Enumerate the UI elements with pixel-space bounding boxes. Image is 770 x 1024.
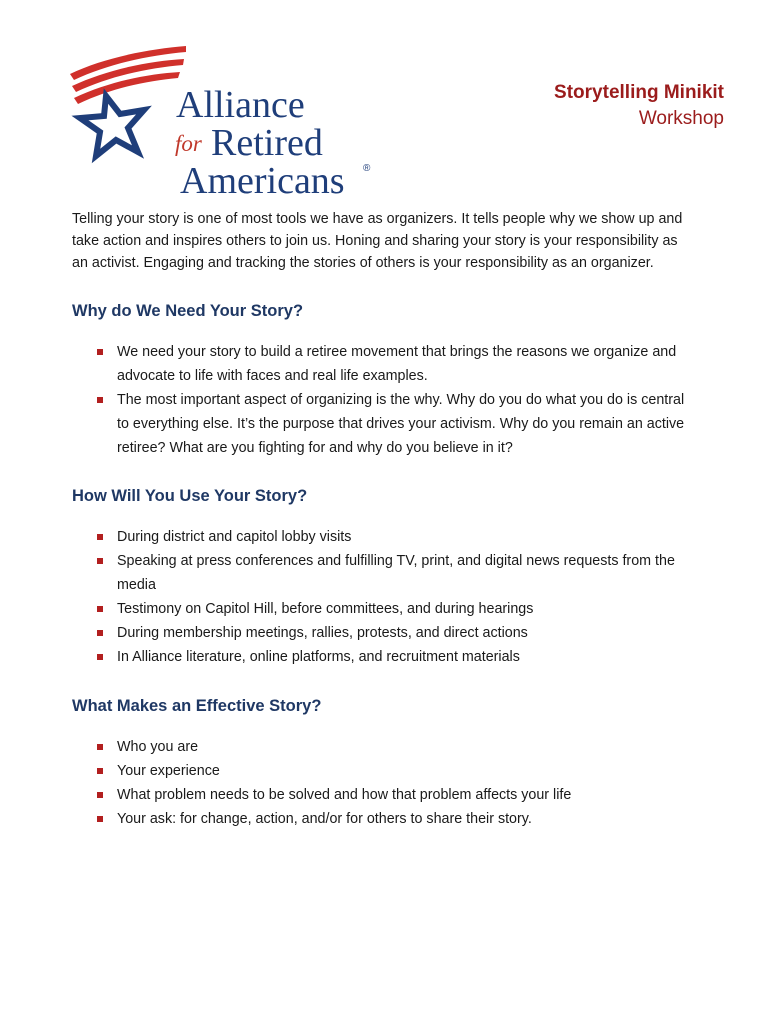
section-heading: Why do We Need Your Story? [72, 302, 304, 320]
logo-text-americans: Americans [180, 160, 345, 202]
square-bullet-icon [97, 816, 103, 822]
list-item-text: The most important aspect of organizing is the why. Why do you do what you do is central to everything else. It’s the purpose that drives your activism. Why do you remain an active retiree? What are you fighting for and why do you believe in it? [117, 392, 685, 456]
list-item [72, 759, 694, 783]
alliance-logo [68, 44, 388, 202]
logo-text-alliance: Alliance [176, 84, 305, 126]
square-bullet-icon [97, 606, 103, 612]
document-subtitle: Workshop [638, 108, 724, 129]
list-item-text: During district and capitol lobby visits [117, 529, 352, 545]
square-bullet-icon [97, 349, 103, 355]
square-bullet-icon [97, 397, 103, 403]
square-bullet-icon [97, 654, 103, 660]
list-item [72, 525, 694, 549]
bullet-list [72, 735, 694, 831]
section-how [72, 485, 694, 669]
intro-paragraph: Telling your story is one of most tools we have as organizers. It tells people why we show up and take action and inspires others to join us. Honing and sharing your story is your responsibility as an activist. Engaging and tracking the stories of others is your responsibility as an organizer. [72, 211, 683, 271]
list-item-text: Testimony on Capitol Hill, before committees, and during hearings [117, 601, 534, 617]
list-item [72, 735, 694, 759]
title-block [554, 80, 724, 132]
logo-text-retired: Retired [211, 122, 323, 164]
list-item [72, 597, 694, 621]
bullet-list [72, 340, 694, 460]
square-bullet-icon [97, 768, 103, 774]
list-item [72, 807, 694, 831]
list-item [72, 549, 694, 597]
list-item [72, 621, 694, 645]
list-item-text: In Alliance literature, online platforms, and recruitment materials [117, 649, 520, 665]
bullet-list [72, 525, 694, 669]
section-why [72, 300, 694, 460]
list-item-text: Speaking at press conferences and fulfilling TV, print, and digital news requests from the media [117, 553, 675, 593]
square-bullet-icon [97, 630, 103, 636]
list-item [72, 645, 694, 669]
registered-mark: ® [363, 163, 371, 174]
list-item-text: What problem needs to be solved and how that problem affects your life [117, 787, 572, 803]
section-what [72, 695, 694, 831]
list-item [72, 783, 694, 807]
square-bullet-icon [97, 744, 103, 750]
section-heading: How Will You Use Your Story? [72, 487, 308, 505]
document-title: Storytelling Minikit [554, 82, 724, 103]
section-heading: What Makes an Effective Story? [72, 697, 322, 715]
square-bullet-icon [97, 792, 103, 798]
square-bullet-icon [97, 558, 103, 564]
list-item [72, 340, 694, 388]
list-item-text: Your ask: for change, action, and/or for others to share their story. [117, 811, 532, 827]
document-body [72, 208, 694, 831]
list-item [72, 388, 694, 460]
list-item-text: Your experience [117, 763, 220, 779]
list-item-text: During membership meetings, rallies, protests, and direct actions [117, 625, 528, 641]
square-bullet-icon [97, 534, 103, 540]
logo-text-for: for [175, 131, 202, 156]
list-item-text: We need your story to build a retiree movement that brings the reasons we organize and advocate to life with faces and real life examples. [117, 344, 677, 384]
list-item-text: Who you are [117, 739, 199, 755]
